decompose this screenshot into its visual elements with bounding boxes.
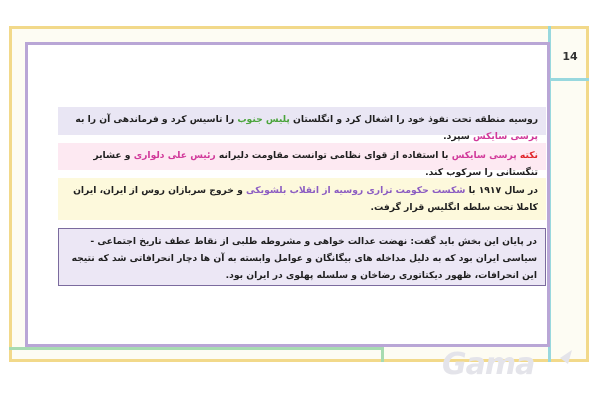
page-number: 14 [562,50,578,63]
watermark-text: Gama [442,347,535,382]
highlight-south-police: پلیس جنوب [237,114,290,125]
frame-accent-green [9,347,384,362]
paragraph-1 [58,107,546,142]
highlight-tsarist-defeat: شکست حکومت تزاری روسیه از انقلاب بلشویکی [245,185,466,196]
paragraph-4-text: در پایان این بخش باید گفت: نهضت عدالت خواهی و مشروطه طلبی از نقاط عطف تاریخ اجتماعی - سیاسی ایران بود که به دلیل مداخله های بیگانگان و عوامل وابسته به آن ها دچار انحرافاتی شد که نتیجه این انحرافات، ظهور دیکتاتوری رضاخان و سلسله پهلوی در ایران بود. [71,236,537,281]
paragraph-3-start: در سال ۱۹۱۷ با [465,185,538,196]
highlight-raisali-delvari: رئیس علی دلواری [133,150,216,161]
highlight-percy-sykes-2: پرسی سایکس [451,150,520,161]
paragraph-2-middle: با استفاده از قوای نظامی توانست مقاومت دلیرانه [215,150,452,161]
paragraph-4-conclusion [58,228,546,286]
paragraph-1-end: سپرد. [443,131,474,142]
watermark-arrow-shape [560,350,572,364]
paragraph-1-text: روسیه منطقه تحت نفوذ خود را اشغال کرد و انگلستان [289,114,538,125]
gama-logo-icon [432,344,582,384]
paragraph-2-note [58,143,546,178]
paragraph-1-middle: را تاسیس کرد و فرماندهی آن را به [75,114,238,125]
paragraph-3-end: و خروج سربازان روس از ایران، ایران کاملا تحت سلطه انگلیس قرار گرفت. [73,185,538,213]
gama-watermark-svg [432,344,582,384]
paragraph-3 [58,178,546,220]
paragraph-2-end: و عشایر تنگستانی را سرکوب کند. [93,150,538,178]
note-label: نکته [519,150,538,161]
highlight-percy-sykes: پرسی سایکس [473,131,538,142]
